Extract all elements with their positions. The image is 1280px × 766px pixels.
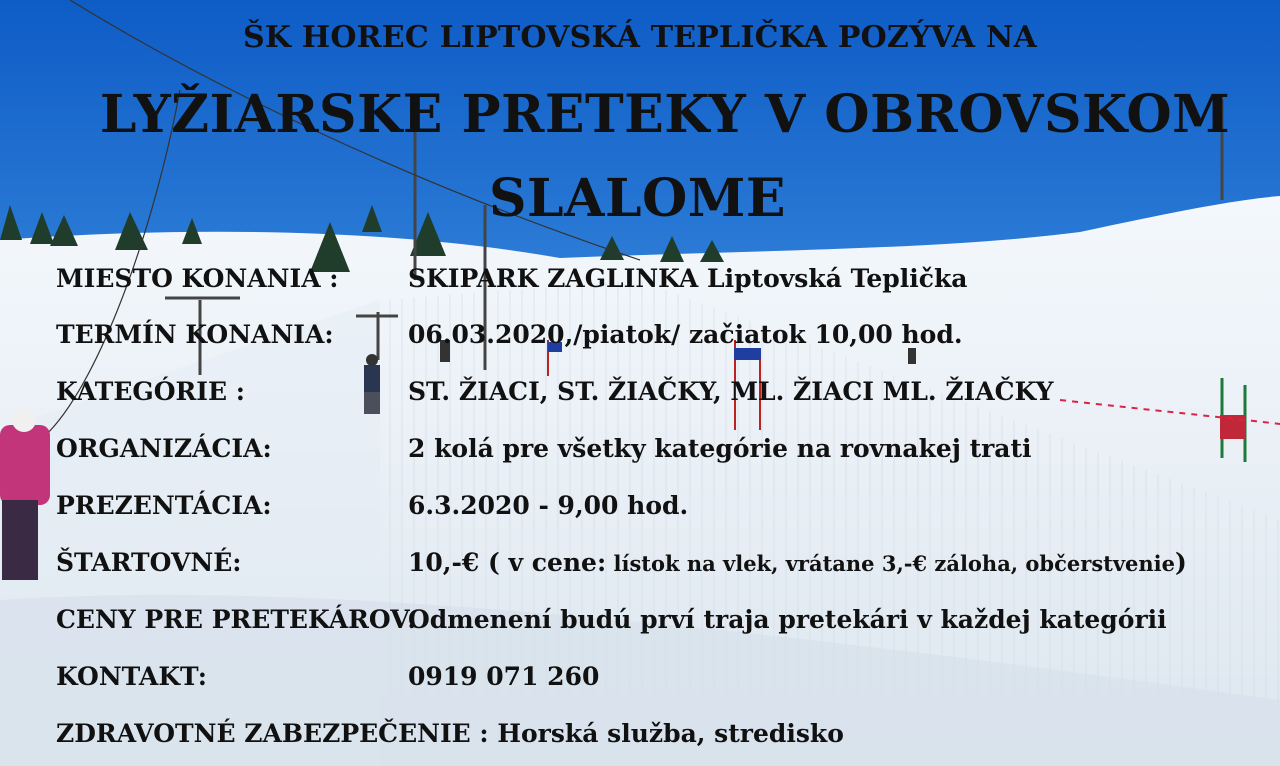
detail-value: Horská služba, stredisko — [497, 719, 844, 748]
detail-value: Odmenení budú prví traja pretekári v každej kategórii — [408, 605, 1167, 634]
event-subtitle: ŠK HOREC LIPTOVSKÁ TEPLIČKA POZÝVA NA — [242, 20, 1038, 55]
detail-value: 2 kolá pre všetky kategórie na rovnakej trati — [408, 434, 1032, 463]
detail-label: TERMÍN KONANIA: — [56, 320, 334, 349]
fee-amount: 10,-€ ( v cene: — [408, 548, 607, 577]
detail-value — [408, 548, 1187, 577]
fee-close: ) — [1175, 548, 1187, 577]
detail-label: CENY PRE PRETEKÁROV: — [56, 605, 417, 634]
detail-row-medical — [56, 719, 844, 748]
detail-label: ŠTARTOVNÉ: — [56, 548, 242, 577]
detail-label: ORGANIZÁCIA: — [56, 434, 272, 463]
detail-row-venue — [56, 264, 968, 293]
detail-label: ZDRAVOTNÉ ZABEZPEČENIE : — [56, 719, 489, 748]
detail-label: PREZENTÁCIA: — [56, 491, 272, 520]
fee-includes: lístok na vlek, vrátane 3,-€ záloha, občerstvenie — [606, 551, 1176, 576]
event-title-line1: LYŽIARSKE PRETEKY V OBROVSKOM — [99, 84, 1231, 145]
detail-label: KATEGÓRIE : — [56, 377, 245, 406]
detail-value: 6.3.2020 - 9,00 hod. — [408, 491, 689, 520]
detail-label: KONTAKT: — [56, 662, 207, 691]
detail-row-entry-fee — [56, 548, 1187, 577]
detail-row-contact — [56, 662, 600, 691]
detail-value: 0919 071 260 — [408, 662, 600, 691]
detail-row-organization — [56, 434, 1032, 463]
detail-row-date — [56, 320, 963, 349]
detail-value: ST. ŽIACI, ST. ŽIAČKY, ML. ŽIACI ML. ŽIAČKY — [408, 377, 1054, 406]
detail-row-categories — [56, 377, 1054, 406]
detail-label: MIESTO KONANIA : — [56, 264, 339, 293]
detail-value: SKIPARK ZAGLINKA Liptovská Teplička — [408, 264, 968, 293]
event-title-line2: SLALOME — [488, 168, 786, 229]
detail-row-prizes — [56, 605, 1167, 634]
detail-row-presentation — [56, 491, 689, 520]
detail-value: 06.03.2020,/piatok/ začiatok 10,00 hod. — [408, 320, 963, 349]
